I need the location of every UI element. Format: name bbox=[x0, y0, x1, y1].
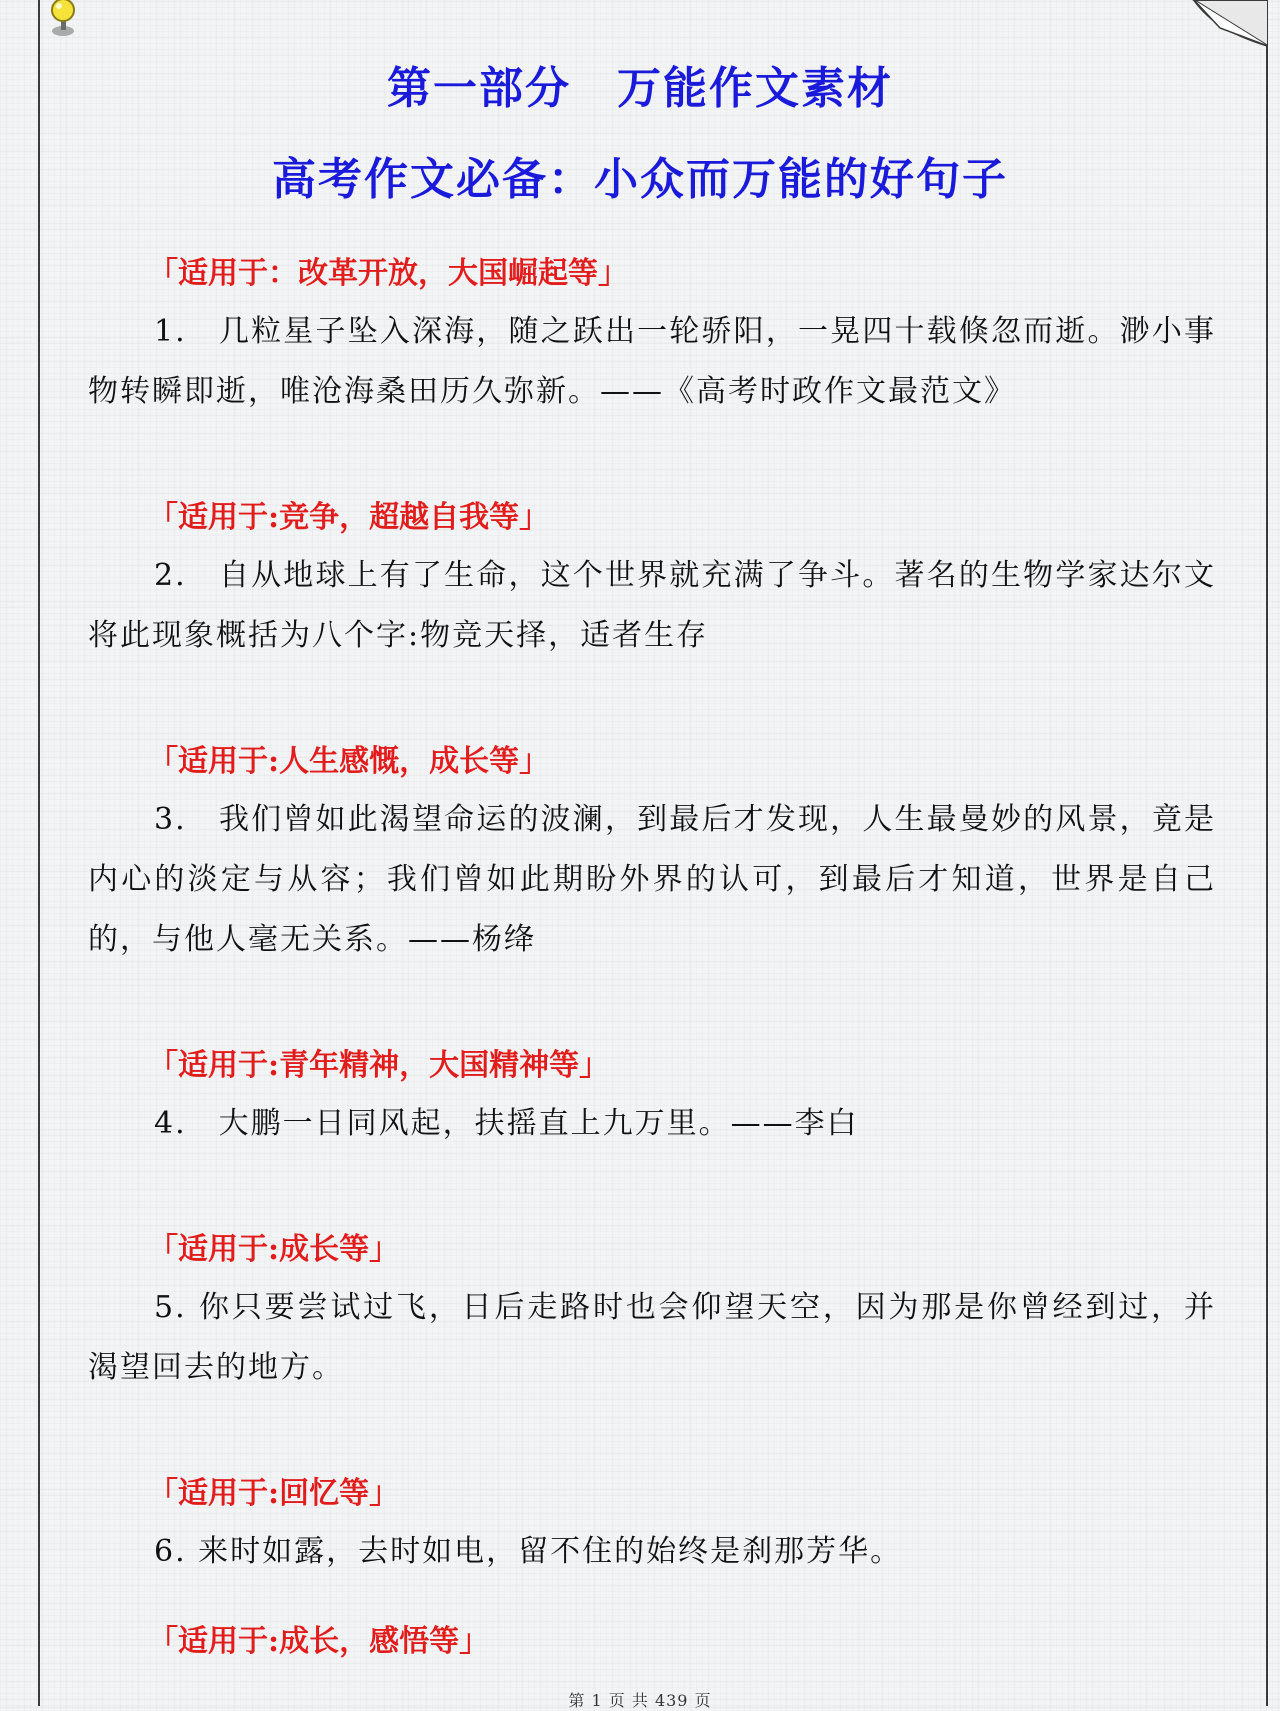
entry-text: 5. 你只要尝试过飞，日后走路时也会仰望天空，因为那是你曾经到过，并渴望回去的地方。 bbox=[88, 1290, 1216, 1385]
entry-tag: 「适用于:成长，感悟等」 bbox=[148, 1624, 490, 1659]
entry-text: 6. 来时如露，去时如电，留不住的始终是刹那芳华。 bbox=[154, 1534, 903, 1569]
entry-tag: 「适用于:人生感慨，成长等」 bbox=[148, 744, 550, 779]
entry-text: 2. 自从地球上有了生命，这个世界就充满了争斗。著名的生物学家达尔文将此现象概括为八个字:物竞天择，适者生存 bbox=[88, 558, 1216, 653]
pushpin-icon bbox=[44, 0, 84, 40]
page-curl-icon bbox=[1190, 0, 1268, 50]
entry-text: 4. 大鹏一日同风起，扶摇直上九万里。——李白 bbox=[154, 1106, 859, 1141]
page-footer: 第 1 页 共 439 页 bbox=[568, 1691, 712, 1710]
entry-tag: 「适用于:回忆等」 bbox=[148, 1476, 400, 1511]
entry-text: 3. 我们曾如此渴望命运的波澜，到最后才发现，人生最曼妙的风景，竟是内心的淡定与从容；我们曾如此期盼外界的认可，到最后才知道，世界是自己的，与他人毫无关系。——杨绛 bbox=[88, 802, 1216, 957]
document-subtitle: 高考作文必备：小众而万能的好句子 bbox=[272, 154, 1008, 205]
entry-tag: 「适用于:竞争，超越自我等」 bbox=[148, 500, 550, 535]
entry-tag: 「适用于:成长等」 bbox=[148, 1232, 400, 1267]
part-title: 第一部分 万能作文素材 bbox=[387, 63, 893, 114]
entry-tag: 「适用于:青年精神，大国精神等」 bbox=[148, 1048, 610, 1083]
entry-tag: 「适用于：改革开放，大国崛起等」 bbox=[148, 256, 628, 291]
entry-text: 1. 几粒星子坠入深海，随之跃出一轮骄阳，一晃四十载倏忽而逝。渺小事物转瞬即逝，唯沧海桑田历久弥新。——《高考时政作文最范文》 bbox=[88, 314, 1216, 409]
